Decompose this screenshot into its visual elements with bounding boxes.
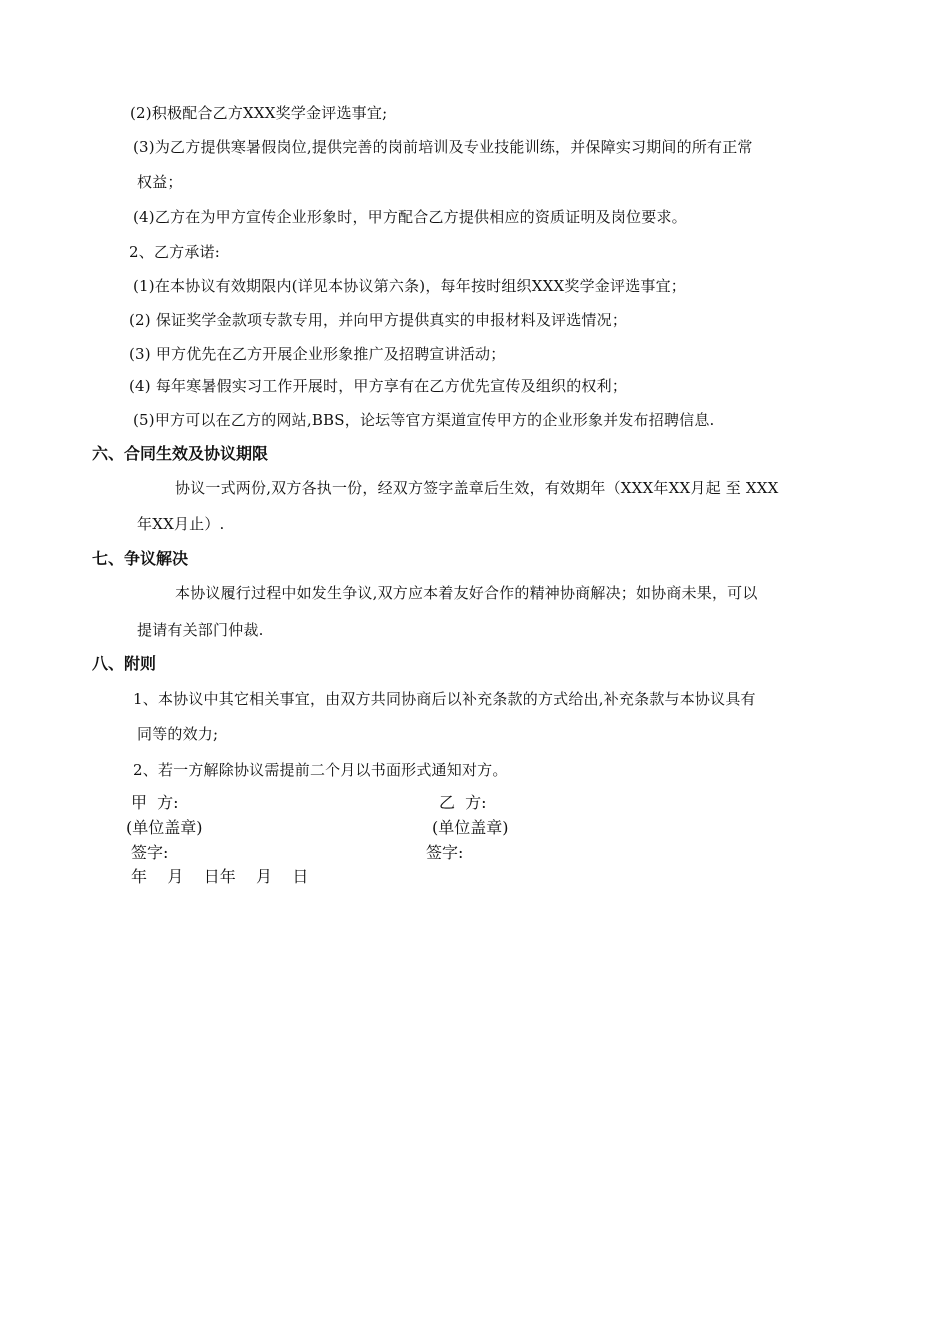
date-line: 年 月 日年 月 日 — [131, 867, 309, 886]
clause-a3-line1: (3)为乙方提供寒暑假岗位,提供完善的岗前培训及专业技能训练，并保障实习期间的所有正常 — [133, 138, 753, 156]
clause-a2: (2)积极配合乙方XXX奖学金评选事宜; — [130, 104, 388, 122]
party-b-seal: (单位盖章) — [432, 818, 509, 837]
section-8-item1-line2: 同等的效力; — [137, 725, 219, 743]
clause-b1: (1)在本协议有效期限内(详见本协议第六条)，每年按时组织XXX奖学金评选事宜； — [133, 277, 686, 295]
section-7-text-line2: 提请有关部门仲裁. — [137, 621, 264, 639]
clause-a3-line2: 权益； — [137, 173, 183, 191]
clause-a4: (4)乙方在为甲方宣传企业形象时，甲方配合乙方提供相应的资质证明及岗位要求。 — [133, 208, 687, 226]
section-6-text-line1: 协议一式两份,双方各执一份，经双方签字盖章后生效，有效期年（XXX年XX月起 至 XXX — [175, 479, 779, 497]
party-b-label: 乙 方: — [439, 793, 487, 812]
party-a-seal: (单位盖章) — [126, 818, 203, 837]
section-6-heading: 六、合同生效及协议期限 — [92, 444, 269, 463]
clause-b3: (3) 甲方优先在乙方开展企业形象推广及招聘宣讲活动； — [129, 345, 506, 363]
section-8-heading: 八、附则 — [92, 654, 157, 673]
party-b-commitments-heading: 2、乙方承诺: — [129, 243, 220, 261]
party-b-signature: 签字: — [426, 843, 464, 862]
clause-b5: (5)甲方可以在乙方的网站,BBS，论坛等官方渠道宣传甲方的企业形象并发布招聘信息. — [133, 411, 715, 429]
section-6-text-line2: 年XX月止）. — [137, 515, 225, 533]
section-8-item2: 2、若一方解除协议需提前二个月以书面形式通知对方。 — [133, 761, 508, 779]
section-7-heading: 七、争议解决 — [92, 549, 189, 568]
clause-b4: (4) 每年寒暑假实习工作开展时，甲方享有在乙方优先宣传及组织的权利； — [129, 377, 628, 395]
section-8-item1-line1: 1、本协议中其它相关事宜，由双方共同协商后以补充条款的方式给出,补充条款与本协议具有 — [133, 690, 756, 708]
section-7-text-line1: 本协议履行过程中如发生争议,双方应本着友好合作的精神协商解决；如协商未果，可以 — [175, 584, 758, 602]
clause-b2: (2) 保证奖学金款项专款专用，并向甲方提供真实的申报材料及评选情况； — [129, 311, 628, 329]
party-a-signature: 签字: — [131, 843, 169, 862]
party-a-label: 甲 方: — [131, 793, 179, 812]
